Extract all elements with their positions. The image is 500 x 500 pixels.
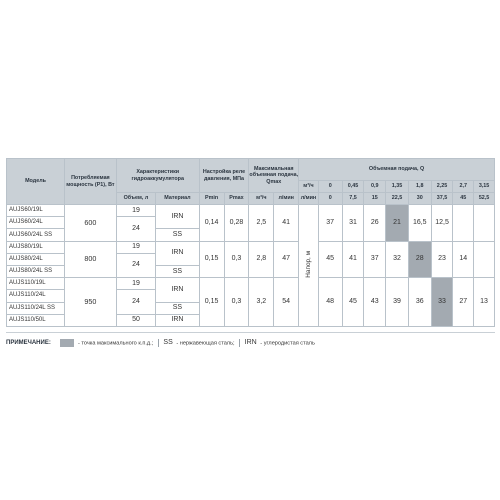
head-value: 31	[342, 205, 364, 242]
divider	[6, 332, 495, 333]
tank-material: IRN	[156, 314, 200, 326]
flow-m3h-4: 1,8	[408, 181, 431, 193]
flow-lmin-0: 0	[318, 193, 342, 205]
header-pmin: Pmin	[199, 193, 224, 205]
footnote	[6, 339, 495, 347]
power-value: 600	[65, 205, 117, 242]
model-name: AUJS60/24L	[7, 217, 65, 229]
header-tank: Характеристики гидроаккумулятора	[116, 159, 199, 193]
highlight-swatch	[60, 339, 74, 347]
qmax-m3h-value: 2,8	[249, 241, 274, 278]
table-row	[7, 205, 495, 217]
tank-volume: 24	[116, 290, 155, 314]
model-name: AUJS110/24L SS	[7, 302, 65, 314]
pmax-value: 0,28	[224, 205, 249, 242]
head-value: 21	[386, 205, 409, 242]
header-tank-volume: Объем, л	[116, 193, 155, 205]
note-separator	[239, 339, 240, 347]
head-value	[474, 241, 495, 278]
tank-volume: 50	[116, 314, 155, 326]
pmin-value: 0,14	[199, 205, 224, 242]
flow-m3h-7: 3,15	[474, 181, 495, 193]
header-qmax-lmin: л/мин	[274, 193, 299, 205]
pmax-value: 0,3	[224, 278, 249, 327]
model-name: AUJS110/19L	[7, 278, 65, 290]
qmax-lmin-value: 41	[274, 205, 299, 242]
head-value: 33	[431, 278, 453, 327]
head-label-text: Напор, м	[304, 250, 312, 278]
model-name: AUJS80/19L	[7, 241, 65, 253]
tank-material: IRN	[156, 241, 200, 265]
header-tank-material: Материал	[156, 193, 200, 205]
header-model: Модель	[7, 159, 65, 205]
note-ss-code: SS	[163, 339, 173, 347]
head-value	[474, 205, 495, 242]
note-ss-text: - нержавеющая сталь;	[176, 340, 235, 347]
flow-m3h-1: 0,45	[342, 181, 364, 193]
tank-material: IRN	[156, 278, 200, 302]
flow-lmin-2: 15	[364, 193, 386, 205]
head-value: 16,5	[408, 205, 431, 242]
note-separator	[158, 339, 159, 347]
head-value: 41	[342, 241, 364, 278]
pump-spec-table	[6, 158, 495, 327]
note-swatch-text: - точка максимального к.п.д.;	[77, 340, 154, 347]
tank-volume: 19	[116, 241, 155, 253]
head-value: 45	[342, 278, 364, 327]
model-name: AUJS110/50L	[7, 314, 65, 326]
header-qmax-m3h: м³/ч	[249, 193, 274, 205]
table-body	[7, 205, 495, 327]
flow-lmin-3: 22,5	[386, 193, 409, 205]
qmax-lmin-value: 47	[274, 241, 299, 278]
pmin-value: 0,15	[199, 278, 224, 327]
head-value: 45	[318, 241, 342, 278]
qmax-m3h-value: 3,2	[249, 278, 274, 327]
qmax-m3h-value: 2,5	[249, 205, 274, 242]
head-value: 32	[386, 241, 409, 278]
tank-volume: 24	[116, 253, 155, 277]
flow-lmin-4: 30	[408, 193, 431, 205]
tank-material: SS	[156, 229, 200, 241]
flow-m3h-2: 0,9	[364, 181, 386, 193]
model-name: AUJS110/24L	[7, 290, 65, 302]
table-row	[7, 241, 495, 253]
head-value: 28	[408, 241, 431, 278]
pump-spec-table-container	[6, 158, 495, 327]
head-value: 39	[386, 278, 409, 327]
head-value: 26	[364, 205, 386, 242]
flow-lmin-1: 7,5	[342, 193, 364, 205]
note-irn-code: IRN	[244, 339, 257, 347]
tank-material: SS	[156, 265, 200, 277]
unit-lmin-label: л/мин	[299, 193, 319, 205]
head-value: 48	[318, 278, 342, 327]
head-value: 13	[474, 278, 495, 327]
pmin-value: 0,15	[199, 241, 224, 278]
flow-lmin-7: 52,5	[474, 193, 495, 205]
pmax-value: 0,3	[224, 241, 249, 278]
flow-m3h-0: 0	[318, 181, 342, 193]
flow-m3h-3: 1,35	[386, 181, 409, 193]
tank-volume: 19	[116, 205, 155, 217]
tank-material: IRN	[156, 205, 200, 229]
tank-volume: 19	[116, 278, 155, 290]
power-value: 950	[65, 278, 117, 327]
header-power: Потребляемая мощность (P1), Вт	[65, 159, 117, 205]
header-pmax: Pmax	[224, 193, 249, 205]
qmax-lmin-value: 54	[274, 278, 299, 327]
model-name: AUJS80/24L	[7, 253, 65, 265]
head-value: 37	[364, 241, 386, 278]
unit-m3h-label: м³/ч	[299, 181, 319, 193]
head-value: 12,5	[431, 205, 453, 242]
header-maxflow: Максимальная объемная подача, Qmax	[249, 159, 299, 193]
tank-material: SS	[156, 302, 200, 314]
head-value: 37	[318, 205, 342, 242]
head-value: 43	[364, 278, 386, 327]
table-row	[7, 278, 495, 290]
head-value: 36	[408, 278, 431, 327]
header-flow: Объемная подача, Q	[299, 159, 495, 181]
flow-lmin-6: 45	[453, 193, 474, 205]
power-value: 800	[65, 241, 117, 278]
note-irn-text: - углеродистая сталь	[260, 340, 315, 347]
note-label: ПРИМЕЧАНИЕ:	[6, 340, 51, 347]
head-value: 23	[431, 241, 453, 278]
flow-lmin-5: 37,5	[431, 193, 453, 205]
tank-volume: 24	[116, 217, 155, 241]
head-label	[299, 205, 319, 327]
flow-m3h-6: 2,7	[453, 181, 474, 193]
model-name: AUJS60/19L	[7, 205, 65, 217]
model-name: AUJS60/24L SS	[7, 229, 65, 241]
header-relay: Настройка реле давления, МПа	[199, 159, 249, 193]
flow-m3h-5: 2,25	[431, 181, 453, 193]
head-value: 14	[453, 241, 474, 278]
head-value: 27	[453, 278, 474, 327]
model-name: AUJS80/24L SS	[7, 265, 65, 277]
head-value	[453, 205, 474, 242]
